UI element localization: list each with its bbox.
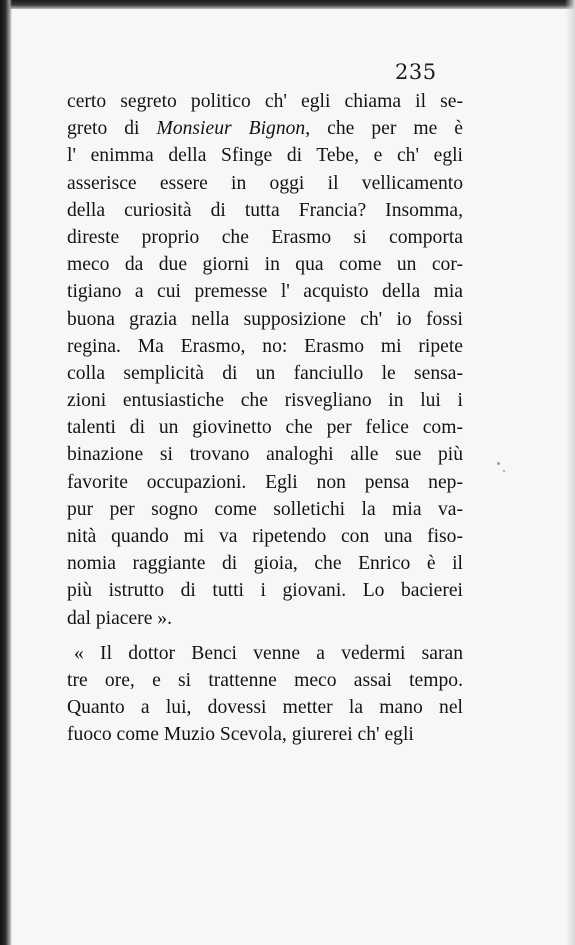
text-run: più istrutto di tutti i giovani. Lo bacierei — [67, 580, 463, 602]
text-line — [67, 469, 463, 496]
text-line — [67, 278, 463, 305]
text-line — [67, 496, 463, 523]
text-run: dal piacere ». — [67, 607, 172, 629]
scan-top-edge — [0, 0, 575, 9]
text-run: binazione si trovano analoghi alle sue più — [67, 444, 463, 466]
paper-speck — [497, 462, 500, 465]
text-line — [67, 197, 463, 224]
text-run: favorite occupazioni. Egli non pensa nep- — [67, 471, 463, 493]
text-line — [67, 550, 463, 577]
text-run: pur per sogno come solletichi la mia va- — [67, 498, 463, 520]
text-line — [67, 251, 463, 278]
text-line — [67, 721, 463, 748]
text-run: nomia raggiante di gioia, che Enrico è il — [67, 553, 463, 575]
text-run: nità quando mi va ripetendo con una fiso- — [67, 526, 463, 547]
paper-speck — [503, 470, 505, 472]
text-run: regina. Ma Erasmo, no: Erasmo mi ripete — [67, 335, 463, 357]
text-line — [67, 577, 463, 604]
text-line — [67, 142, 463, 169]
text-line — [67, 170, 463, 197]
text-run: , che per me è — [305, 118, 463, 140]
text-run: certo segreto politico ch' egli chiama il se- — [67, 91, 463, 112]
text-line — [67, 441, 463, 468]
text-run: tre ore, e si trattenne meco assai tempo. — [67, 669, 463, 691]
text-run: tigiano a cui premesse l' acquisto della mia — [67, 281, 463, 303]
body-text — [67, 88, 463, 749]
text-line — [67, 387, 463, 414]
text-line — [67, 414, 463, 441]
text-line — [67, 115, 463, 142]
text-run: Quanto a lui, dovessi metter la mano nel — [67, 697, 463, 719]
text-line — [67, 605, 463, 632]
text-run: talenti di un giovinetto che per felice com- — [67, 417, 463, 439]
page-number: 235 — [395, 60, 437, 84]
text-line — [67, 306, 463, 333]
text-line — [67, 360, 463, 387]
text-line — [67, 640, 463, 667]
text-line — [67, 333, 463, 360]
text-line — [67, 667, 463, 694]
text-run: zioni entusiastiche che risvegliano in lui i — [67, 390, 463, 412]
text-run: meco da due giorni in qua come un cor- — [67, 254, 463, 276]
text-run: « Il dottor Benci venne a vedermi saran — [74, 642, 463, 664]
text-run: greto di — [67, 118, 157, 140]
text-line — [67, 224, 463, 251]
text-line — [67, 694, 463, 721]
scan-left-edge — [0, 0, 12, 945]
text-run: buona grazia nella supposizione ch' io fossi — [67, 308, 463, 330]
text-run: direste proprio che Erasmo si comporta — [67, 226, 463, 248]
text-run: asserisce essere in oggi il vellicamento — [67, 172, 463, 194]
scan-right-edge — [565, 0, 575, 945]
italic-name: Monsieur Bignon — [156, 118, 306, 140]
text-line — [67, 523, 463, 550]
text-run: della curiosità di tutta Francia? Insomma, — [67, 199, 463, 221]
text-run: l' enimma della Sfinge di Tebe, e ch' egli — [67, 145, 463, 167]
text-run: colla semplicità di un fanciullo le sensa- — [67, 362, 463, 384]
text-line — [67, 88, 463, 115]
text-run: fuoco come Muzio Scevola, giurerei ch' egli — [67, 724, 414, 746]
